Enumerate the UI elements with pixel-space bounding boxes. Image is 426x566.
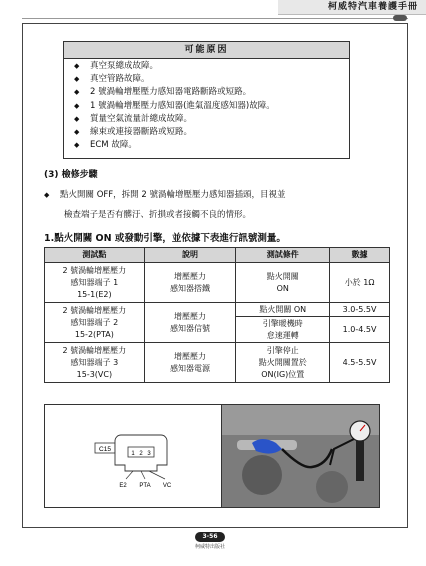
- engine-component: [242, 455, 282, 495]
- book-title: 柯威特汽車養護手冊: [327, 2, 418, 12]
- description-cell: 增壓壓力 感知器信號: [144, 303, 236, 343]
- table-row: [45, 263, 390, 303]
- diamond-bullet-icon: ◆: [74, 141, 80, 150]
- pin-number: 1: [131, 451, 135, 457]
- col-header-description: 說明: [144, 248, 236, 263]
- pin-number: 2: [139, 451, 143, 457]
- gauge-handle: [356, 441, 364, 481]
- connector-diagram: [45, 405, 221, 509]
- figure-panel: [44, 404, 380, 508]
- data-cell: 1.0-4.5V: [330, 317, 390, 343]
- pin-name: E2: [119, 483, 127, 489]
- test-point-cell: 2 號渦輪增壓壓力 感知器端子 2 15-2(PTA): [45, 303, 145, 343]
- description-cell: 增壓壓力 感知器電源: [144, 343, 236, 383]
- section-1-title: 1.點火開關 ON 或發動引擎，並依據下表進行訊號測量。: [44, 233, 286, 244]
- pin-name: VC: [162, 483, 172, 489]
- diamond-bullet-icon: ◆: [44, 191, 50, 199]
- step-text-line-1: ◆ 點火開關 OFF，拆開 2 號渦輪增壓壓力感知器插頭，目視並: [44, 190, 286, 200]
- diamond-bullet-icon: ◆: [74, 114, 80, 123]
- header-tab: [278, 0, 426, 15]
- step-text-line-2: 檢查端子是否有髒汙、折損或者接觸不良的情形。: [64, 210, 252, 220]
- list-item: ◆ 真空管路故障。: [74, 73, 275, 86]
- col-header-test-point: 測試點: [45, 248, 145, 263]
- test-point-cell: 2 號渦輪增壓壓力 感知器端子 1 15-1(E2): [45, 263, 145, 303]
- possible-causes-box: [63, 41, 350, 159]
- data-cell: 3.0-5.5V: [330, 303, 390, 317]
- inspection-steps-title: (3) 檢修步驟: [44, 170, 98, 180]
- col-header-test-condition: 測試條件: [236, 248, 330, 263]
- diamond-bullet-icon: ◆: [74, 62, 80, 70]
- list-item: ◆ ECM 故障。: [74, 139, 275, 152]
- table-row: [45, 343, 390, 383]
- measurement-table: [44, 247, 390, 383]
- engine-component: [316, 471, 348, 503]
- data-cell: 小於 1Ω: [330, 263, 390, 303]
- list-item: ◆ 真空泵總成故障。: [74, 60, 275, 73]
- test-point-cell: 2 號渦輪增壓壓力 感知器端子 3 15-3(VC): [45, 343, 145, 383]
- causes-list: [74, 60, 275, 152]
- condition-cell: 點火開關 ON: [236, 303, 330, 317]
- list-item: ◆ 線束或連接器斷路或短路。: [74, 126, 275, 139]
- possible-causes-title: 可能原因: [64, 42, 349, 59]
- pin-leader-line: [141, 471, 145, 479]
- list-item: ◆ 2 號渦輪增壓壓力感知器電路斷路或短路。: [74, 86, 275, 99]
- condition-cell: 點火開關 ON: [236, 263, 330, 303]
- header-rule: [22, 18, 408, 19]
- diamond-bullet-icon: ◆: [74, 128, 80, 137]
- condition-cell: 引擎暖機時 怠速運轉: [236, 317, 330, 343]
- list-item: ◆ 質量空氣流量計總成故障。: [74, 113, 275, 126]
- condition-cell: 引擎停止 點火開關置於 ON(IG)位置: [236, 343, 330, 383]
- table-row: [45, 303, 390, 317]
- description-cell: 增壓壓力 感知器搭鐵: [144, 263, 236, 303]
- page-number-badge: [195, 532, 225, 542]
- pin-leader-line: [126, 471, 133, 479]
- col-header-data: 數據: [330, 248, 390, 263]
- publisher-label: 柯威特出版社: [194, 544, 225, 550]
- list-item: ◆ 1 號渦輪增壓壓力感知器(進氣溫度感知器)故障。: [74, 100, 275, 113]
- diamond-bullet-icon: ◆: [74, 101, 80, 110]
- pin-name: PTA: [139, 483, 151, 489]
- diamond-bullet-icon: ◆: [74, 75, 80, 84]
- corner-badge: [393, 15, 407, 21]
- pin-number: 3: [147, 451, 151, 457]
- page-number: 3-56: [202, 533, 218, 540]
- data-cell: 4.5-5.5V: [330, 343, 390, 383]
- connector-label: C15: [99, 446, 111, 453]
- engine-photo: [222, 405, 379, 507]
- diamond-bullet-icon: ◆: [74, 88, 80, 97]
- pin-leader-line: [149, 471, 165, 479]
- table-header-row: [45, 248, 390, 263]
